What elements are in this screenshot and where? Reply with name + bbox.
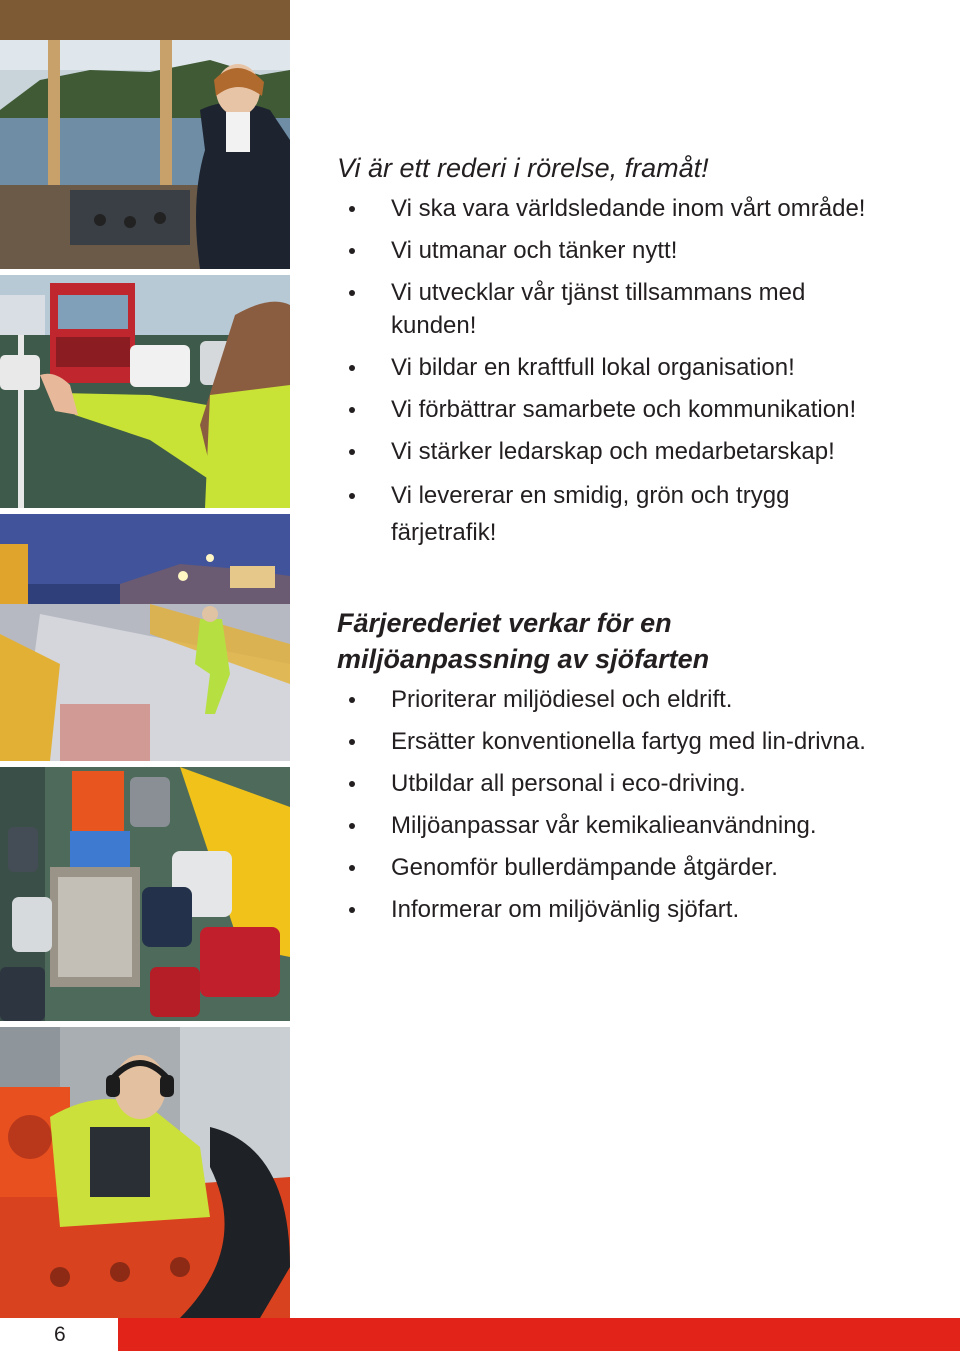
- list-item: Utbildar all personal i eco-driving.: [337, 767, 937, 800]
- list-item: Vi bildar en kraftfull lokal organisation!: [337, 351, 937, 384]
- page-number: 6: [54, 1323, 66, 1346]
- photo-column: [0, 0, 290, 1318]
- section1-list: [337, 192, 937, 551]
- bullet-icon: [349, 697, 355, 703]
- bullet-icon: [349, 248, 355, 254]
- bullet-icon: [349, 739, 355, 745]
- list-item: Prioriterar miljödiesel och eldrift.: [337, 683, 937, 716]
- section1-heading: Vi är ett rederi i rörelse, framåt!: [337, 153, 709, 183]
- list-item: Informerar om miljövänlig sjöfart.: [337, 893, 937, 926]
- section2-list: [337, 683, 937, 926]
- bullet-icon: [349, 493, 355, 499]
- bullet-icon: [349, 206, 355, 212]
- list-item: Vi levererar en smidig, grön och trygg färjetrafik!: [337, 477, 937, 551]
- section2-heading: Färjerederiet verkar för en miljöanpassning av sjöfarten: [337, 608, 710, 674]
- list-item: Vi utmanar och tänker nytt!: [337, 234, 937, 267]
- list-item: Vi ska vara världsledande inom vårt område!: [337, 192, 937, 225]
- list-item: Ersätter konventionella fartyg med lin-drivna.: [337, 725, 937, 758]
- list-item: Genomför bullerdämpande åtgärder.: [337, 851, 937, 884]
- content-column: [337, 150, 937, 935]
- list-item: Vi utvecklar vår tjänst tillsammans med kunden!: [337, 276, 937, 342]
- bullet-icon: [349, 365, 355, 371]
- list-item: Vi förbättrar samarbete och kommunikation!: [337, 393, 937, 426]
- bullet-icon: [349, 865, 355, 871]
- snowy-ferry-ramp-photo: [0, 514, 290, 761]
- bullet-icon: [349, 290, 355, 296]
- bullet-icon: [349, 407, 355, 413]
- bullet-icon: [349, 907, 355, 913]
- bridge-officer-photo: [0, 0, 290, 269]
- deck-marshal-photo: [0, 275, 290, 508]
- list-item: Vi stärker ledarskap och medarbetarskap!: [337, 435, 937, 468]
- bullet-icon: [349, 781, 355, 787]
- list-item: Miljöanpassar vår kemikalieanvändning.: [337, 809, 937, 842]
- bullet-icon: [349, 823, 355, 829]
- engine-room-photo: [0, 1027, 290, 1318]
- footer-accent-bar: [0, 1318, 960, 1351]
- car-deck-aerial-photo: [0, 767, 290, 1021]
- bullet-icon: [349, 449, 355, 455]
